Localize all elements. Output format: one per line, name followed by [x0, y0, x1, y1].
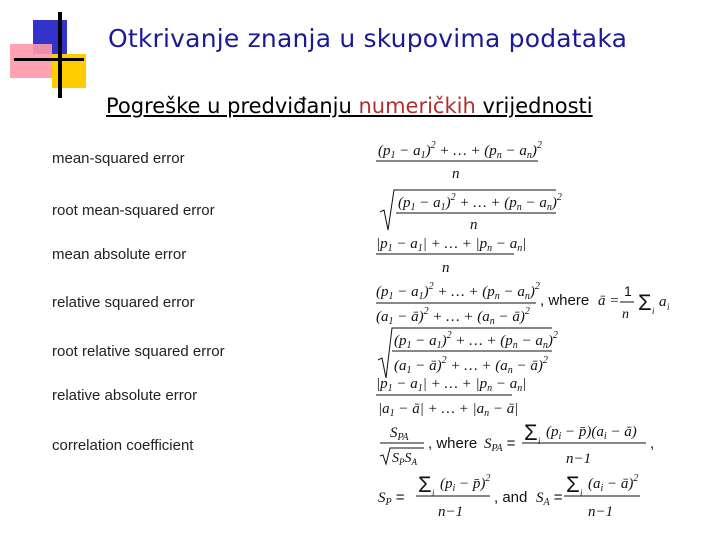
formula-rse: [376, 281, 670, 327]
and-label: , and: [494, 489, 528, 506]
subtitle-post: vrijednosti: [475, 94, 593, 118]
svg-text:ā =: ā =: [598, 293, 620, 309]
logo-pink-square: [10, 44, 52, 78]
subtitle-pre: Pogreške u predviđanju: [106, 94, 359, 118]
svg-text:(pi − p̄)2: ($p_i$ − p̄)$^2$: [440, 473, 491, 494]
slide-subtitle: [106, 94, 706, 118]
svg-text:Σ: Σ: [524, 420, 538, 445]
measure-label-rae: relative absolute error: [52, 387, 198, 404]
svg-text:i: i: [432, 488, 435, 498]
svg-text:i: i: [667, 302, 670, 312]
formula-rrse: [378, 328, 558, 378]
svg-text:|p1 − a1| + … + |pn − an|: $|p_1 - a_1|$ + … + $|p_n - a_n|$: [376, 236, 527, 254]
svg-text:SPSA: $S_PS_A$: [392, 451, 417, 467]
svg-text:1: 1: [624, 283, 632, 299]
svg-text:|p1 − a1| + … + |pn − an|: $|p_1 - a_1|$ + … + $|p_n - a_n|$: [376, 376, 527, 394]
svg-text:SP =: $S_P$ =: [378, 489, 405, 508]
svg-text:(a1 − ā)2 + … + (an − ā)2: ($a_1$ − ā)$^2$ + … + ($a_n$ − ā)$^2$: [394, 355, 548, 376]
svg-text:,: ,: [650, 435, 655, 452]
svg-text:SPA: $S_{PA}$: [390, 425, 409, 443]
mae-denominator: n: [442, 260, 450, 276]
svg-text:SPA =: $S_{PA}$ =: [484, 435, 516, 454]
svg-text:i: i: [538, 436, 541, 446]
formulas-area: [360, 130, 690, 525]
svg-text:Σ: Σ: [566, 472, 580, 497]
formula-correlation: [380, 420, 654, 467]
formula-sp-sa: [378, 472, 640, 520]
formula-rae: [376, 376, 526, 419]
measure-label-rrse: root relative squared error: [52, 343, 225, 360]
svg-text:i: i: [652, 306, 655, 316]
svg-text:Σ: Σ: [418, 472, 432, 497]
svg-text:SA =: $S_A$ =: [536, 489, 563, 508]
svg-text:a: a: [659, 294, 667, 310]
formula-rmse: [380, 190, 562, 233]
measure-label-mae: mean absolute error: [52, 246, 187, 263]
svg-text:|a1 − ā| + … + |an − ā|: $|a_1$ − ā| + … + $|a_n$ − ā|: [378, 401, 519, 419]
svg-text:i: i: [580, 488, 583, 498]
sa-denominator: n−1: [588, 504, 614, 520]
measure-label-corr: correlation coefficient: [52, 437, 194, 454]
svg-text:(ai − ā)2: ($a_i$ − ā)$^2$: [588, 473, 639, 494]
measure-label-mse: mean-squared error: [52, 150, 185, 167]
corr-spa-denominator: n−1: [566, 451, 592, 467]
svg-text:(p1 − a1)2 + … + (pn − an)2: $(p_1 - a_1)^2$ + … + $(p_n - a_n)^2$: [378, 140, 542, 161]
mse-denominator: n: [452, 166, 460, 182]
corr-where-label: , where: [428, 435, 478, 452]
svg-text:Σ: Σ: [638, 290, 652, 315]
svg-text:(p1 − a1)2 + … + (pn − an)2: $(p_1 - a_1)^2$ + … + $(p_n - a_n)^2$: [394, 330, 558, 351]
logo-horizontal-line: [14, 58, 84, 61]
measure-label-rse: relative squared error: [52, 294, 195, 311]
subtitle-highlight: numeričkih: [358, 94, 476, 118]
svg-text:(p1 − a1)2 + … + (pn − an)2: $(p_1 - a_1)^2$ + … + $(p_n - a_n)^2$: [398, 192, 562, 213]
measure-label-rmse: root mean-squared error: [52, 202, 215, 219]
rmse-denominator: n: [470, 217, 478, 233]
svg-text:(pi − p̄)(ai − ā): ($p_i$ − $p̄)(a_i$ − ā): [546, 424, 637, 442]
formula-mae: [376, 236, 526, 276]
sp-denominator: n−1: [438, 504, 464, 520]
svg-text:n: n: [622, 307, 629, 322]
formula-mse: [376, 140, 542, 182]
slide-title: Otkrivanje znanja u skupovima podataka: [108, 24, 628, 53]
slide-logo: [0, 0, 100, 100]
rse-where-label: , where: [540, 292, 590, 309]
svg-text:(p1 − a1)2 + … + (pn − an)2: $(p_1 - a_1)^2$ + … + $(p_n - a_n)^2$: [376, 281, 540, 302]
logo-vertical-line: [58, 12, 62, 98]
svg-text:(a1 − ā)2 + … + (an − ā)2: ($a_1$ − ā)$^2$ + … + ($a_n$ − ā)$^2$: [376, 306, 530, 327]
